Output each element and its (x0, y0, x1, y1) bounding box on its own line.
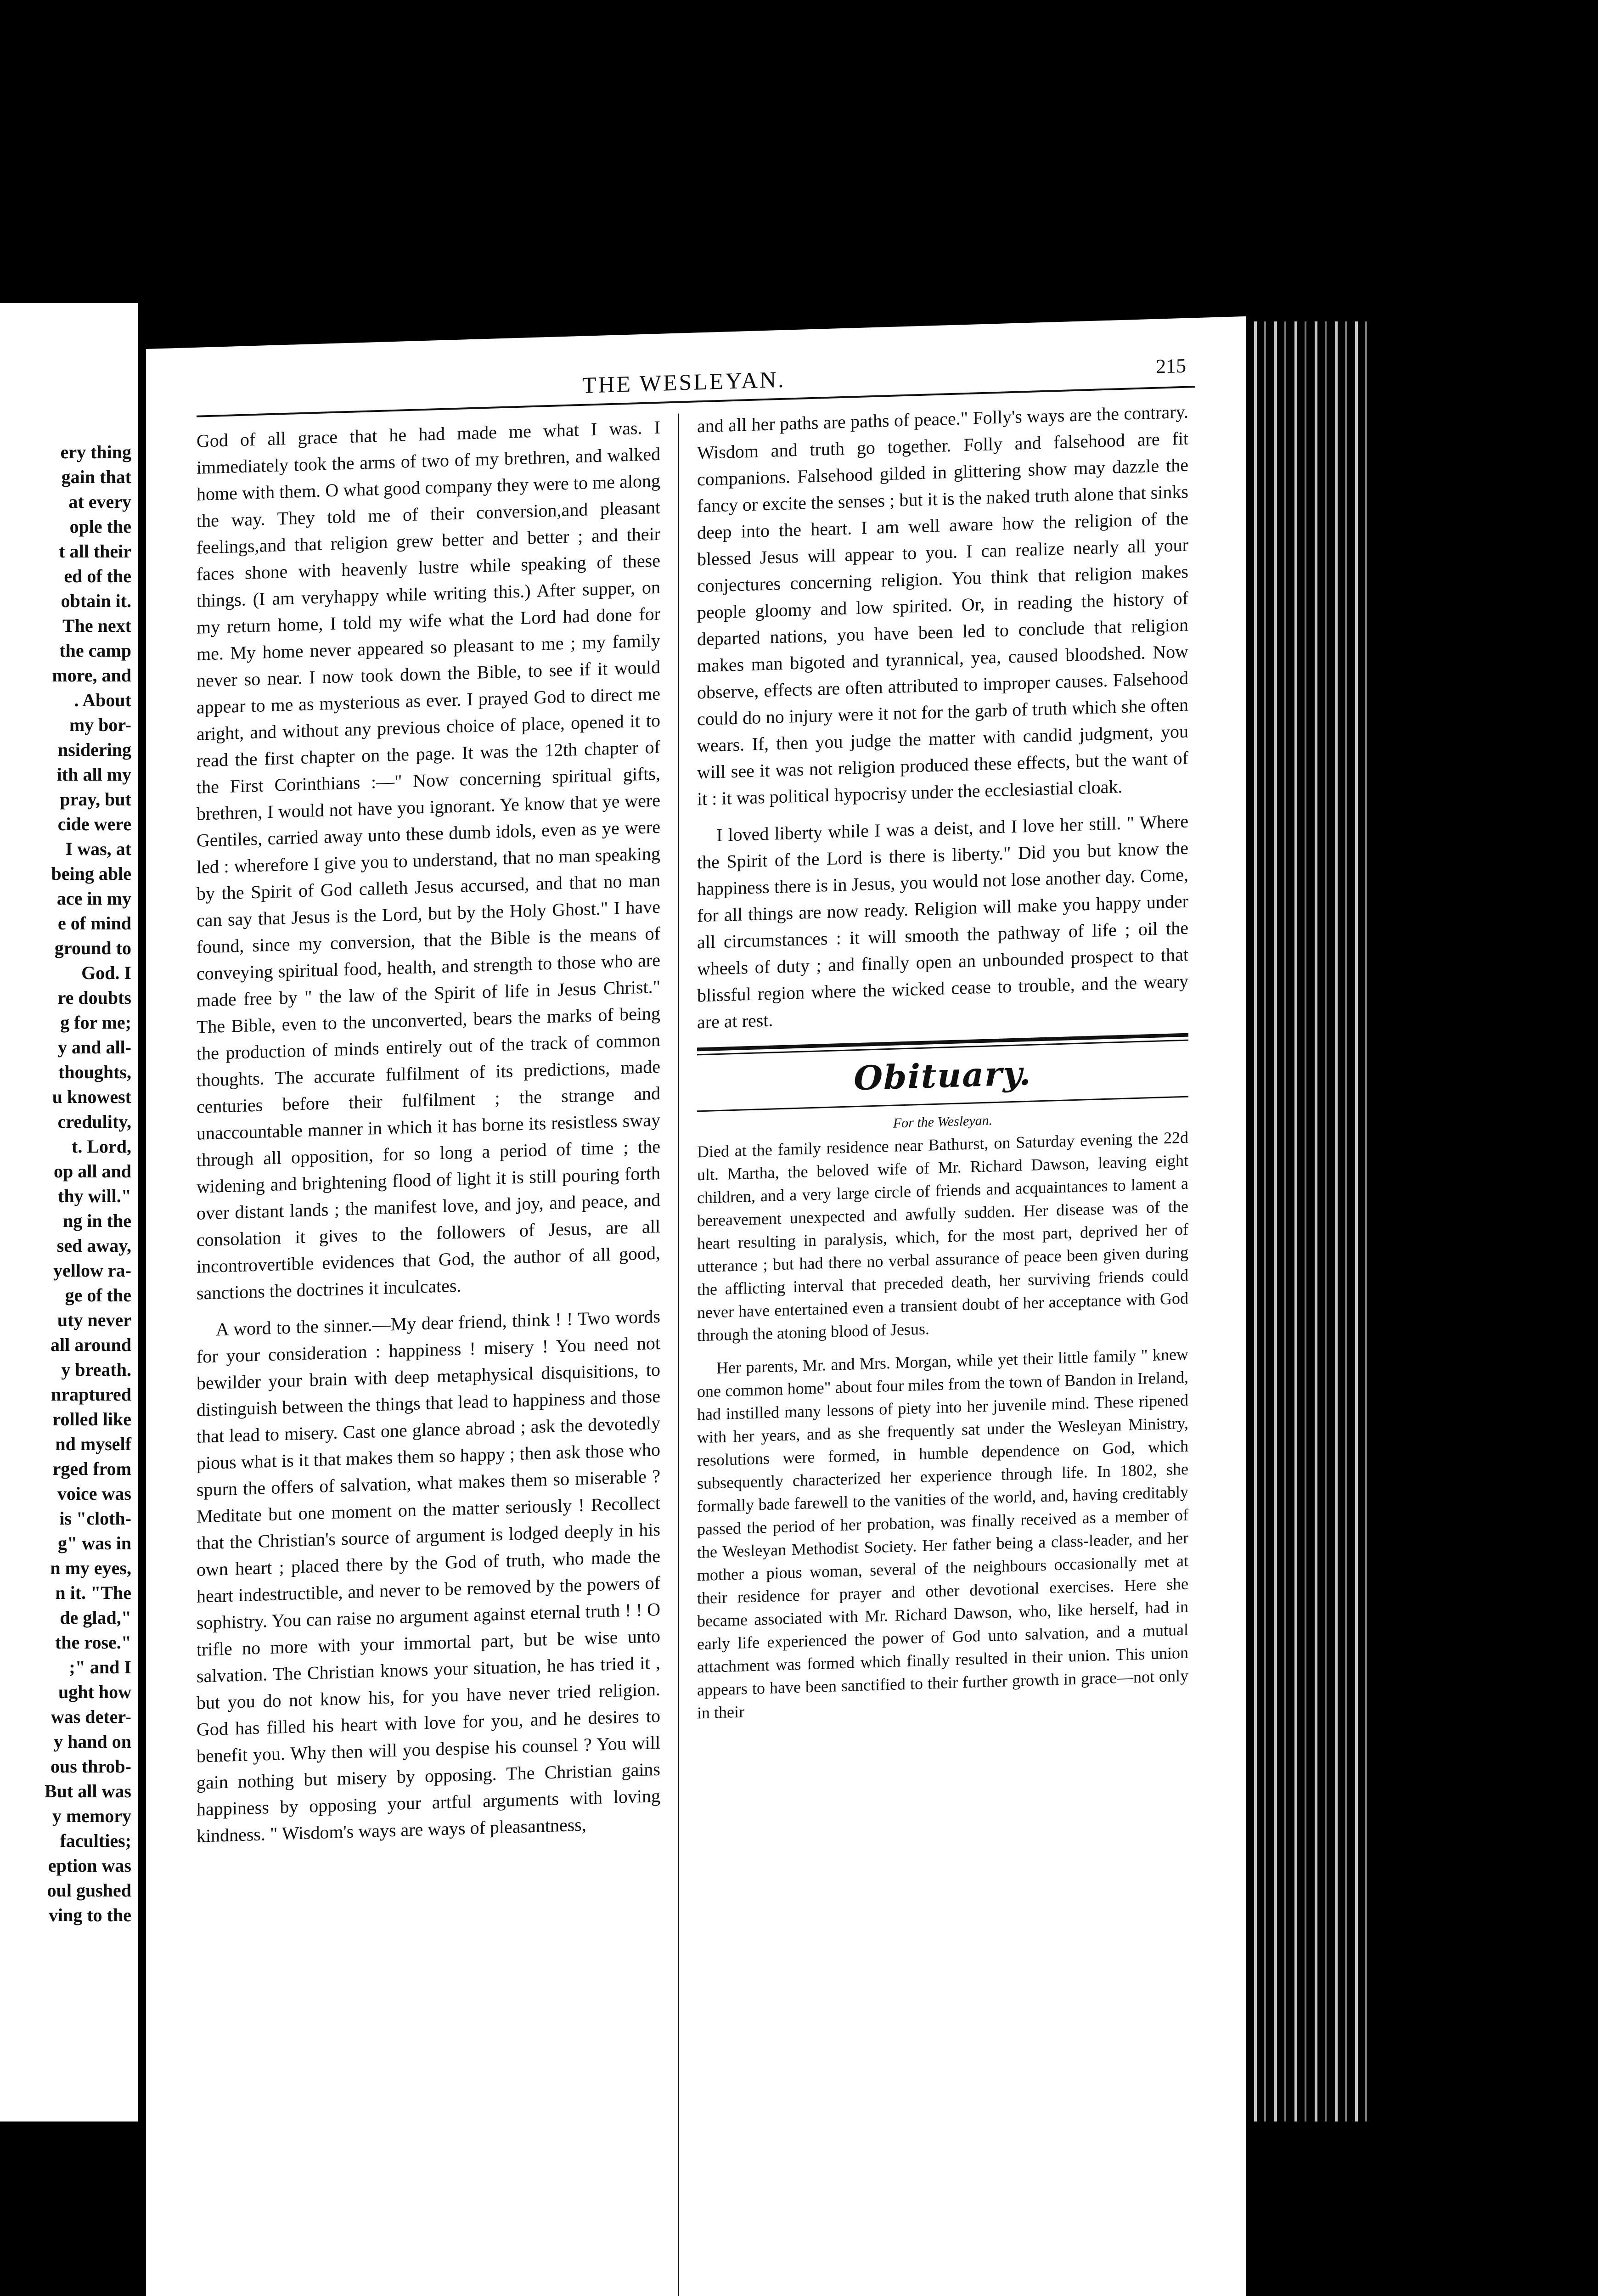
previous-page-line: re doubts (57, 987, 131, 1008)
previous-page-line: g for me; (60, 1012, 131, 1033)
previous-page-line: y and all- (57, 1037, 131, 1058)
previous-page-line: t all their (59, 541, 131, 562)
previous-page-line: credulity, (57, 1111, 131, 1132)
previous-page-line: e of mind (58, 913, 131, 934)
obituary-source-line: For the Wesleyan. (893, 1113, 993, 1131)
previous-page-line: all around (51, 1334, 131, 1355)
article-paragraph: and all her paths are paths of peace." Folly's ways are the contrary. Wisdom and truth go together. Folly and falsehood are fit companions. Falsehood gilded in glittering show may dazzle the fancy or excite the senses ; but it is the naked truth alone that sinks deep into the heart. I am well aware how the religion of the blessed Jesus will appear to you. I can realize nearly all your conjectures concerning religion. You think that religion makes people gloomy and low spirited. Or, in reading the history of departed nations, you have been led to conclude that religion makes man bigoted and tyrannical, yea, caused bloodshed. Now observe, effects are often attributed to improper causes. Falsehood could do no injury were it not for the garb of truth which she often wears. If, then you judge the matter with candid judgment, you will see it was not religion produced these effects, but the want of it : it was political hypocrisy under the ecclesiastial cloak. (697, 401, 1188, 810)
previous-page-line: cide were (57, 814, 131, 834)
previous-page-line: God. I (81, 962, 131, 983)
previous-page-line: n my eyes, (50, 1558, 131, 1578)
previous-page-line: ed of the (64, 566, 131, 586)
previous-page-line: The next (62, 615, 131, 636)
previous-page-line: de glad," (60, 1607, 131, 1628)
previous-page-line: rged from (52, 1458, 131, 1479)
previous-page-line: ground to (54, 938, 131, 958)
previous-page-line: pray, but (60, 789, 131, 810)
previous-page-line: But all was (45, 1781, 131, 1801)
article-paragraph: I loved liberty while I was a deist, and I love her still. " Where the Spirit of the Lord is there is liberty." Did you but know the happiness there is in Jesus, you would not lose another day. Come, for all things are now ready. Religion will make you happy under all circumstances : it will smooth the pathway of life ; oil the wheels of duty ; and finally open an unbounded prospect to that blissful region where the wicked cease to trouble, and the weary are at rest. (697, 810, 1188, 1033)
page-number: 215 (1156, 354, 1186, 378)
previous-page-line: at every (68, 491, 131, 512)
right-column (697, 399, 1188, 1725)
previous-page-line: rolled like (52, 1409, 131, 1429)
article-paragraph: God of all grace that he had made me what I was. I immediately took the arms of two of my brethren, and walked home with them. O what good company they were to me along the way. They told me of their conversion,and pleasant feelings,and that religion grew better and better ; and their faces shone with heavenly lustre while speaking of these things. (I am veryhappy while writing this.) After supper, on my return home, I told my wife what the Lord had done for me. My home never appeared so pleasant to me ; my family never so near. I now took down the Bible, to see if it would appear to me as mysterious as ever. I prayed God to direct me aright, and without any previous choice of place, opened it to read the first chapter on the page. It was the 12th chapter of the First Corinthians :—" Now concerning spiritual gifts, brethren, I would not have you ignorant. Ye know that ye were Gentiles, carried away unto these dumb idols, even as ye were led : wherefore I give you to understand, that no man speaking by the Spirit of God calleth Jesus accursed, and that no man can say that Jesus is the Lord, but by the Holy Ghost." I have found, since my conversion, that the Bible is the means of conveying spiritual food, health, and strength to those who are made free by " the law of the Spirit of life in Jesus Christ." The Bible, even to the unconverted, bears the marks of being the production of minds entirely out of the track of common thoughts. The accurate fulfilment of its predictions, made centuries before their fulfilment ; the strange and unaccountable manner in which it has borne its resistless sway through all opposition, for so long a period of time ; the widening and brightening flood of light it is still pouring forth over distant lands ; the manifest love, and joy, and peace, and consolation it gives to the followers of Jesus, are all incontrovertible evidences that God, the author of all good, sanctions the doctrines it inculcates. (197, 416, 660, 1304)
previous-page-line: nraptured (51, 1384, 131, 1405)
previous-page-line: being able (51, 863, 131, 884)
previous-page-fragment (0, 303, 138, 2122)
previous-page-line: ;" and I (69, 1657, 131, 1677)
previous-page-line: op all and (54, 1161, 131, 1182)
previous-page-line: y hand on (54, 1731, 131, 1752)
previous-page-line: n it. "The (55, 1582, 131, 1603)
previous-page-line: ith all my (56, 764, 131, 785)
previous-page-line: was deter- (51, 1706, 131, 1727)
previous-page-line: ng in the (63, 1210, 131, 1231)
book-binding-edge (1246, 321, 1374, 2122)
previous-page-line: ery thing (60, 442, 131, 462)
previous-page-line: g" was in (57, 1533, 131, 1553)
previous-page-line: eption was (48, 1855, 131, 1876)
previous-page-line: t. Lord, (72, 1136, 131, 1157)
previous-page-line: u knowest (52, 1086, 131, 1107)
previous-page-line: ous throb- (51, 1756, 131, 1777)
previous-page-line: is "cloth- (59, 1508, 131, 1529)
left-column (197, 414, 660, 1850)
article-paragraph: A word to the sinner.—My dear friend, think ! ! Two words for your consideration : happiness ! misery ! You need not bewilder your brain with deep metaphysical disquisitions, to distinguish between the things that lead to happiness and those that lead to misery. Cast one glance abroad ; ask the devotedly pious what is it that makes them so happy ; then ask those who spurn the offers of salvation, what makes them so miserable ? Meditate but one moment on the matter seriously ! Recollect that the Christian's source of argument is lodged deeply in his own heart ; placed there by the God of truth, who made the heart indestructible, and never to be removed by the powers of sophistry. You can raise no argument against eternal truth ! ! O trifle no more with your immortal part, but be wise unto salvation. The Christian knows your situation, he has tried it , but you do not know his, for you have never tried religion. God has filled his heart with love for you, and he desires to benefit you. Why then will you despise his counsel ? You will gain nothing but misery by opposing. The Christian gains happiness by opposing your artful arguments with loving kindness. " Wisdom's ways are ways of pleasantness, (197, 1306, 660, 1846)
obituary-section (697, 1033, 1188, 1725)
previous-page-line: voice was (57, 1483, 131, 1504)
previous-page-line: the camp (59, 640, 131, 661)
previous-page-line: oul gushed (47, 1880, 131, 1901)
column-divider (678, 414, 679, 2296)
previous-page-line: . About (74, 690, 131, 710)
previous-page-line: uty never (57, 1310, 131, 1330)
previous-page-line: I was, at (65, 838, 131, 859)
newspaper-page (146, 316, 1246, 2296)
previous-page-line: y breath. (61, 1359, 131, 1380)
previous-page-line: sed away, (56, 1235, 131, 1256)
running-title: THE WESLEYAN. (582, 366, 786, 398)
previous-page-line: the rose." (55, 1632, 131, 1653)
previous-page-line: faculties; (60, 1830, 131, 1851)
previous-page-line: ving to the (49, 1905, 131, 1925)
obituary-paragraph: Her parents, Mr. and Mrs. Morgan, while yet their little family " knew one common home" about four miles from the town of Bandon in Ireland, had instilled many lessons of piety into her juvenile mind. These ripened with her years, and as she frequently sat under the Wesleyan Ministry, resolutions were formed, in humble dependence on God, which subsequently characterized her experience through life. In 1802, she formally bade farewell to the vanities of the world, and, having creditably passed the period of her probation, was finally received as a member of the Wesleyan Methodist Society. Her father being a class-leader, and her mother a pious woman, several of the neighbours occasionally met at their residence for prayer and other devotional exercises. Here she became associated with Mr. Richard Dawson, who, like herself, had in early life experienced the power of God unto salvation, and a mutual attachment was formed which finally resulted in their union. This union appears to have been sanctified to their further growth in grace—not only in their (697, 1345, 1188, 1722)
previous-page-line: ace in my (56, 888, 131, 909)
obituary-paragraph: Died at the family residence near Bathurst, on Saturday evening the 22d ult. Martha, the beloved wife of Mr. Richard Dawson, leaving eight children, and a very large circle of friends and acquaintances to lament a bereavement unexpected and awfully sudden. Her disease was of the heart resulting in paralysis, which, for the most part, deprived her of utterance ; but had there no verbal assurance of peace been given during the afflicting interval that preceded death, her surviving friends could never have entertained even a transient doubt of her acceptance with God through the atoning blood of Jesus. (697, 1128, 1188, 1345)
previous-page-line: gain that (61, 467, 131, 487)
previous-page-line: y memory (52, 1806, 131, 1826)
obituary-heading: Obituary. (854, 1053, 1032, 1098)
previous-page-line: ught how (58, 1682, 131, 1702)
previous-page-line: nd myself (55, 1434, 131, 1454)
previous-page-line: thy will." (58, 1186, 131, 1206)
previous-page-line: nsidering (57, 739, 131, 760)
previous-page-line: thoughts, (58, 1062, 131, 1082)
previous-page-line: obtain it. (61, 591, 131, 611)
previous-page-line: ge of the (65, 1285, 131, 1306)
previous-page-line: my bor- (69, 715, 131, 735)
previous-page-line: more, and (52, 665, 131, 686)
previous-page-line: yellow ra- (53, 1260, 131, 1281)
previous-page-line: ople the (69, 516, 131, 537)
